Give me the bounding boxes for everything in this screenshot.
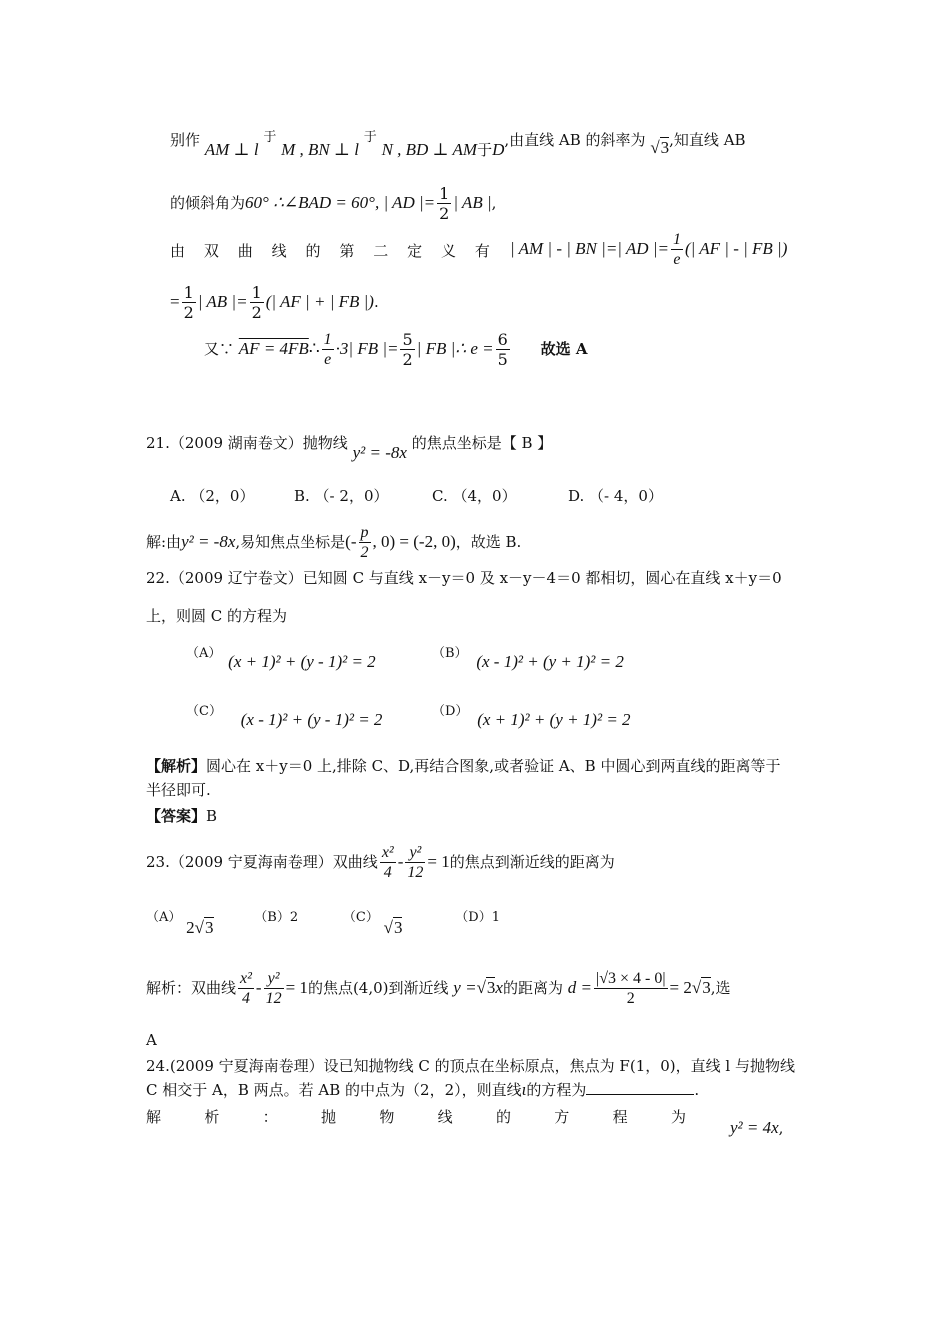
q22-option-c: （C） (x - 1)² + (y - 1)² = 2 (186, 704, 383, 729)
q23-stem: 23.（2009 宁夏海南卷理）双曲线 $\frac{\text{x²}}{4}$ - $\frac{\text{y²}}{12}$ = 1的焦点到渐近线的距离为 (146, 843, 615, 881)
q20-line3-math (510, 228, 787, 270)
math: | AB | (453, 193, 492, 212)
option-a: A. （2，0） (170, 487, 255, 505)
option-b: （B）2 (254, 910, 299, 925)
q21-options (170, 486, 663, 506)
fraction: $\frac{\text{x²}}{4}$ (240, 969, 252, 1007)
math: | AM | - | BN |=| AD |= (510, 239, 669, 258)
q22-stem-line1: 22.（2009 辽宁卷文）已知圆 C 与直线 x－y＝0 及 x－y－4＝0 都相切，圆心在直线 x＋y＝0 (146, 569, 782, 587)
fraction: $\frac{1}{2}$ (251, 282, 262, 322)
option-c: C. （4，0） (432, 487, 517, 505)
q22-stem-line2: 上，则圆 C 的方程为 (146, 607, 288, 625)
fraction: $\frac{1}{e}$ (672, 230, 681, 268)
q22-option-a: （A） (x + 1)² + (y - 1)² = 2 (186, 646, 376, 671)
fraction: $\frac{|√3 \times 4 - 0|}{2}$ (595, 969, 666, 1007)
fraction: $\frac{\text{y²}}{12}$ (265, 969, 282, 1007)
text: 于 (363, 130, 377, 145)
fraction: $\frac{\text{x²}}{4}$ (381, 843, 394, 881)
math: M , BN ⊥ l (281, 140, 359, 159)
math: 60° ∴∠BAD = 60°, | AD |= (245, 193, 436, 212)
text: 于 (477, 141, 493, 159)
text: 的倾斜角为 (170, 194, 246, 212)
q22-analysis: 【解析】圆心在 x＋y＝0 上,排除 C、D,再结合图象,或者验证 A、B 中圆心到两直线的距离等于 (146, 757, 781, 775)
text: ,由直线 AB 的斜率为 (504, 131, 646, 149)
text: 于 (263, 130, 277, 145)
fraction: $\frac{1}{2}$ (439, 183, 450, 223)
math: y² = -8x (352, 443, 407, 462)
fraction: $\frac{\text{y²}}{12}$ (407, 843, 424, 881)
math: N , BD ⊥ AM (381, 140, 478, 159)
math: AM ⊥ l (204, 140, 259, 159)
q22-option-b: （B） (x - 1)² + (y + 1)² = 2 (432, 646, 624, 671)
option-d: D. （- 4，0） (568, 487, 663, 505)
q22-answer: 【答案】B (146, 807, 218, 825)
text: 别作 (170, 131, 201, 149)
q20-line4: = $\frac{1}{2}$ | AB |= $\frac{1}{2}$ (| AF | + | FB |). (170, 282, 379, 322)
option-a-label: （A） (146, 910, 182, 925)
math: D (492, 140, 505, 159)
answer-blank (586, 1080, 694, 1095)
q23-solution-2: A (146, 1031, 157, 1049)
q21-stem: 21.（2009 湖南卷文）抛物线 y² = -8x 的焦点坐标是【 B 】 (146, 434, 553, 462)
math: (| AF | - | FB |) (684, 239, 788, 258)
q24-stem-line2: C 相交于 A，B 两点。若 AB 的中点为（2，2），则直线ι的方程为 . (146, 1080, 700, 1099)
option-b: B. （- 2，0） (294, 487, 389, 505)
math: 3 (660, 138, 670, 157)
q24-stem-line1: 24.(2009 宁夏海南卷理）设已知抛物线 C 的顶点在坐标原点，焦点为 F(1，0)，直线 l 与抛物线 (146, 1057, 795, 1075)
q22-analysis-2: 半径即可. (146, 781, 211, 799)
fraction: $\frac{6}{5}$ (497, 329, 508, 369)
option-d: （D）1 (455, 910, 500, 925)
q23-solution: 解析：双曲线 $\frac{\text{x²}}{4}$ - $\frac{\text{y²}}{12}$ = 1的焦点(4,0)到渐近线 y =√3x的距离为 d = $\frac{|√3 \times 4 - 0|}{2}$ = 2√3,选 (146, 969, 731, 1007)
math: AF = 4FB (238, 339, 309, 358)
q21-solution: 解:由y² = -8x,易知焦点坐标是(- $\frac{p}{2}$ , 0) = (-2, 0)，故选 B. (146, 523, 522, 561)
option-c-label: （C） (342, 910, 379, 925)
fraction: $\frac{p}{2}$ (360, 523, 369, 561)
text: ,知直线 AB (669, 131, 746, 149)
answer-choice: 故选 A (540, 340, 588, 358)
q23-options: （A） 2√3 （B）2 （C） √3 （D）1 (146, 910, 500, 937)
q20-line3-chars: 由 双 曲 线 的 第 二 定 义 有 (170, 242, 490, 260)
q24-line3-math: y² = 4x, (730, 1118, 784, 1137)
fraction: $\frac{1}{2}$ (183, 282, 194, 322)
fraction: $\frac{1}{e}$ (323, 330, 332, 368)
q20-line1: 别作 AM ⊥ l 于 M , BN ⊥ l 于 N , BD ⊥ AM于D,由直线 AB 的斜率为 √3,知直线 AB (170, 130, 746, 159)
text: , (491, 194, 497, 212)
q22-option-d: （D） (x + 1)² + (y + 1)² = 2 (432, 704, 631, 729)
q20-line5: 又∵ AF = 4FB∴ $\frac{1}{e}$ ·3| FB |= $\frac{5}{2}$ | FB |∴ e = $\frac{6}{5}$ 故选 A (204, 329, 588, 369)
q24-line3-chars: 解 析 ： 抛 物 线 的 方 程 为 (146, 1108, 686, 1126)
fraction: $\frac{5}{2}$ (402, 329, 413, 369)
q20-line2 (170, 184, 496, 224)
